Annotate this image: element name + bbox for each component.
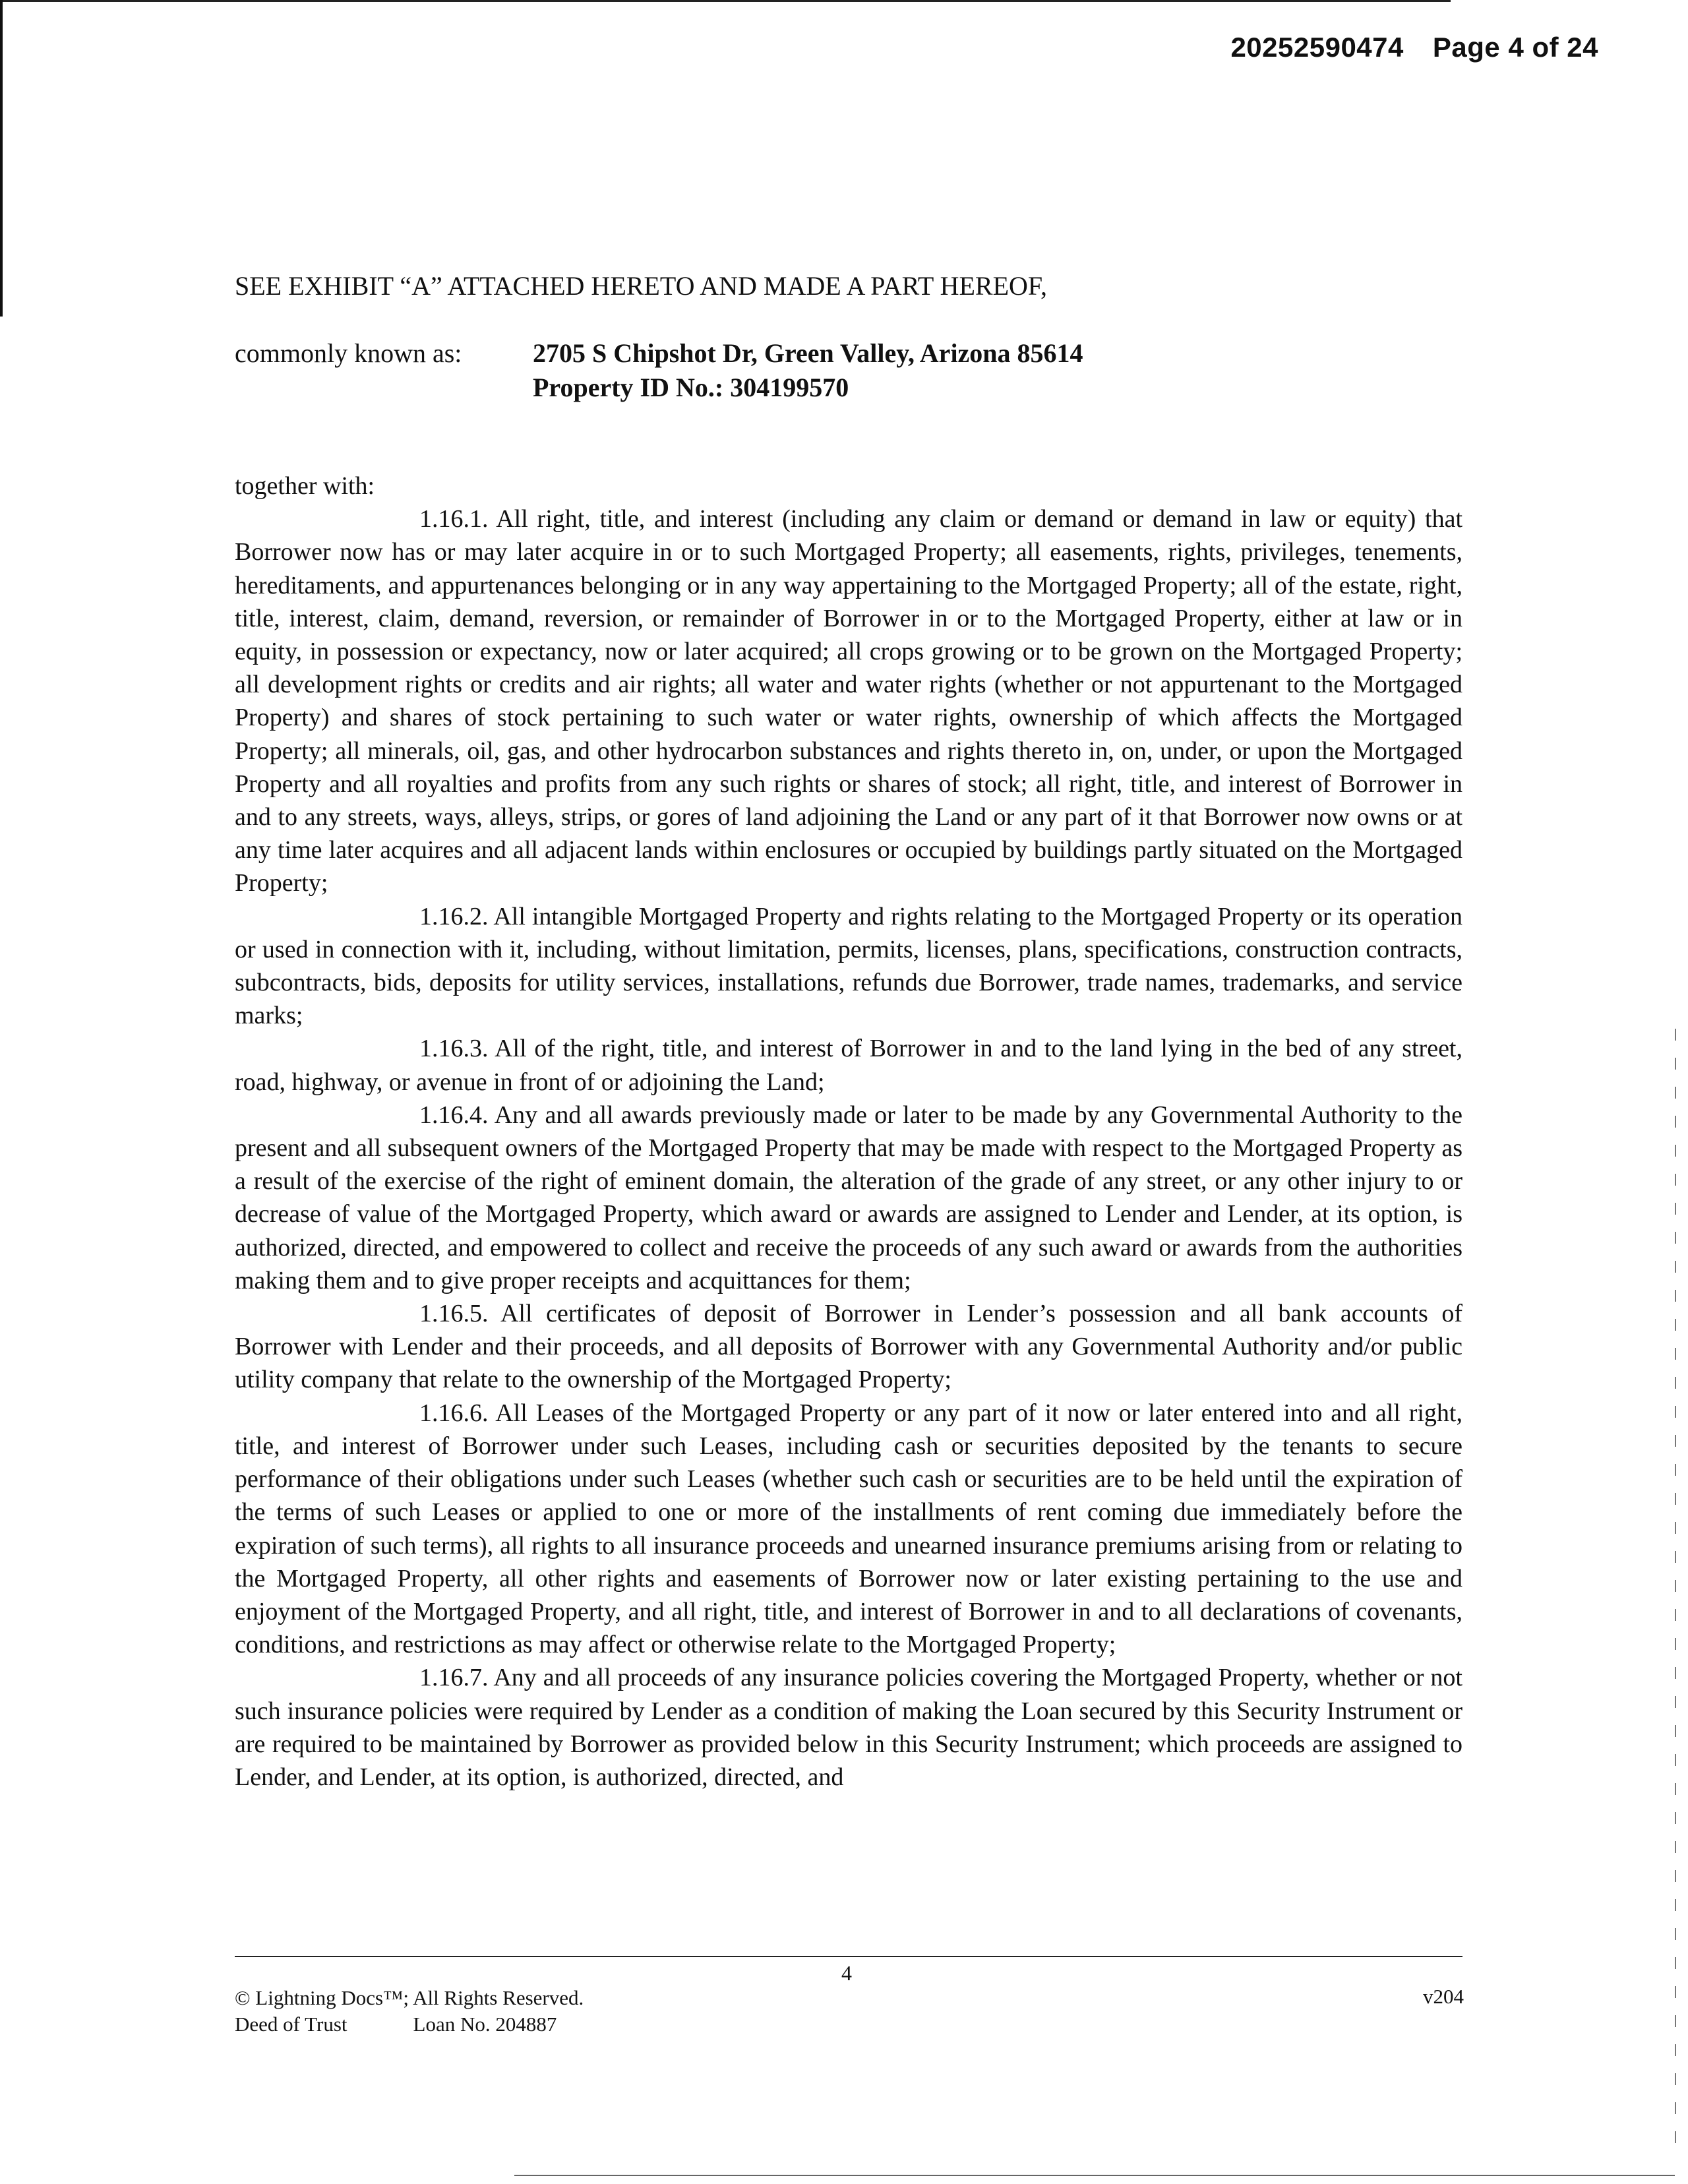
footer-loan-no: Loan No. 204887 xyxy=(413,2013,557,2036)
footer-doc-type: Deed of Trust xyxy=(235,2013,347,2036)
clause-1-16-6: 1.16.6. All Leases of the Mortgaged Property or any part of it now or later entered into and all right, title, and interest of Borrower under such Leases, including cash or securities deposited by the tenants to secure performance of their obligations under such Leases (whether such cash or securities are to be held until the expiration of the terms of such Leases or applied to one or more of the installments of rent coming due immediately before the expiration of such terms), all rights to all insurance proceeds and unearned insurance premiums arising from or relating to the Mortgaged Property, all other rights and easements of Borrower now or later existing pertaining to the use and enjoyment of the Mortgaged Property, and all right, title, and interest of Borrower in and to all declarations of covenants, conditions, and restrictions as may affect or otherwise relate to the Mortgaged Property; xyxy=(235,1399,1462,1659)
clause-1-16-5: 1.16.5. All certificates of deposit of Borrower in Lender’s possession and all bank accounts of Borrower with Lender and their proceeds, and all deposits of Borrower with any Governmental Authority and/or public utility company that relate to the ownership of the Mortgaged Property; xyxy=(235,1300,1462,1394)
footer-doc-info xyxy=(235,2011,584,2038)
scan-edge-top xyxy=(0,0,1451,2)
scan-edge-right xyxy=(1675,1029,1676,2150)
recording-stamp xyxy=(1230,32,1598,63)
clause-1-16-3: 1.16.3. All of the right, title, and interest of Borrower in and to the land lying in the bed of any street, road, highway, or avenue in front of or adjoining the Land; xyxy=(235,1035,1462,1096)
known-as-label: commonly known as: xyxy=(235,338,462,368)
clause-1-16-7: 1.16.7. Any and all proceeds of any insurance policies covering the Mortgaged Property, whether or not such insurance policies were required by Lender as a condition of making the Loan secured by this Security Instrument or are required to be maintained by Borrower as provided below in this Security Instrument; which proceeds are assigned to Lender, and Lender, at its option, is authorized, directed, and xyxy=(235,1664,1462,1791)
scan-edge-left xyxy=(0,0,3,317)
footer-copyright: © Lightning Docs™; All Rights Reserved. xyxy=(235,1986,584,2009)
scan-edge-bottom xyxy=(514,2175,1675,2176)
clause-1-16-1: 1.16.1. All right, title, and interest (including any claim or demand or demand in law or equity) that Borrower now has or may later acquire in or to such Mortgaged Property; all easements, rights, privileges, tenements, hereditaments, and appurtenances belonging or in any way appertaining to the Mortgaged Property; all of the estate, right, title, interest, claim, demand, reversion, or remainder of Borrower in or to the Mortgaged Property, either at law or in equity, in possession or expectancy, now or later acquired; all crops growing or to be grown on the Mortgaged Property; all development rights or credits and air rights; all water and water rights (whether or not appurtenant to the Mortgaged Property) and shares of stock pertaining to such water or water rights, ownership of which affects the Mortgaged Property; all minerals, oil, gas, and other hydrocarbon substances and rights thereto in, on, under, or upon the Mortgaged Property and all royalties and profits from any such rights or shares of stock; all right, title, and interest of Borrower in and to any streets, ways, alleys, strips, or gores of land adjoining the Land or any part of it that Borrower now owns or at any time later acquires and all adjacent lands within enclosures or occupied by buildings partly situated on the Mortgaged Property; xyxy=(235,505,1462,897)
clause-1-16-4: 1.16.4. Any and all awards previously made or later to be made by any Governmental Authority to the present and all subsequent owners of the Mortgaged Property that may be made with respect to the Mortgaged Property as a result of the exercise of the right of eminent domain, the alteration of the grade of any street, or any other injury to or decrease of value of the Mortgaged Property, which award or awards are assigned to Lender and Lender, at its option, is authorized, directed, and empowered to collect and receive the proceeds of any such award or awards from the authorities making them and to give proper receipts and acquittances for them; xyxy=(235,1101,1462,1294)
intro-text: together with: xyxy=(235,472,375,500)
footer-version: v204 xyxy=(1423,1985,1464,2008)
property-values xyxy=(533,336,1083,405)
footer-page-number: 4 xyxy=(841,1961,852,1985)
property-address: 2705 S Chipshot Dr, Green Valley, Arizona 85614 xyxy=(533,338,1083,368)
page-label: Page 4 of 24 xyxy=(1432,32,1598,63)
property-id: Property ID No.: 304199570 xyxy=(533,373,849,402)
footer-left xyxy=(235,1985,584,2038)
document-number: 20252590474 xyxy=(1230,32,1404,63)
footer-divider xyxy=(235,1956,1462,1957)
document-body xyxy=(235,470,1462,1794)
clause-1-16-2: 1.16.2. All intangible Mortgaged Property and rights relating to the Mortgaged Property or its operation or used in connection with it, including, without limitation, permits, licenses, plans, specifications, construction contracts, subcontracts, bids, deposits for utility services, installations, refunds due Borrower, trade names, trademarks, and service marks; xyxy=(235,902,1462,1030)
exhibit-line: SEE EXHIBIT “A” ATTACHED HERETO AND MADE A PART HEREOF, xyxy=(235,271,1047,301)
